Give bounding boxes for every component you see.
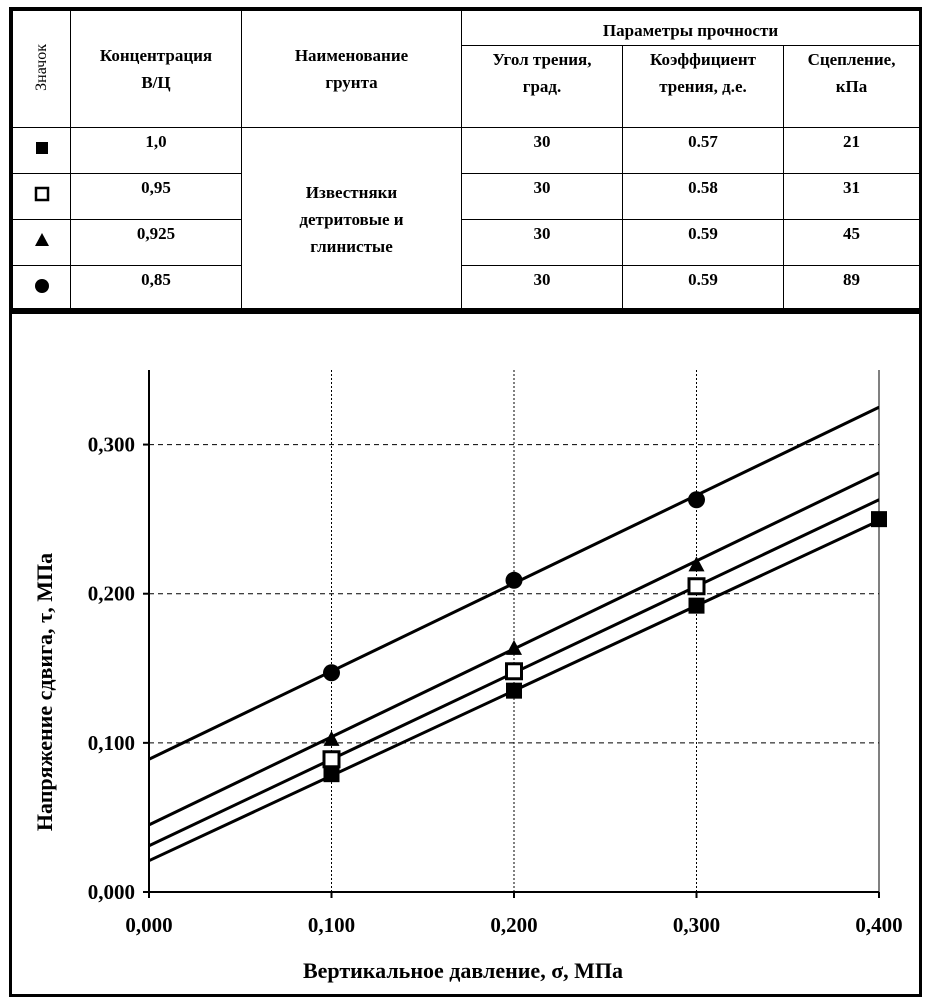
shear-stress-chart	[12, 314, 919, 994]
x-axis-label: Вертикальное давление, σ, МПа	[302, 958, 624, 983]
strength-parameters-table-frame	[9, 7, 922, 311]
axes	[143, 370, 879, 898]
header-strength-params: Параметры прочности	[462, 11, 920, 46]
filled-circle-point	[688, 491, 705, 508]
table-row	[13, 128, 920, 174]
y-axis-label: Напряжение сдвига, τ, МПа	[32, 552, 57, 832]
coef-cell: 0.58	[623, 174, 784, 220]
angle-cell: 30	[462, 266, 623, 312]
angle-cell: 30	[462, 220, 623, 266]
tick-labels	[88, 433, 903, 937]
soil-name-cell: Известняки детритовые и глинистые	[242, 128, 462, 312]
strength-parameters-table	[12, 10, 920, 312]
marker-cell	[13, 128, 71, 174]
table-row	[13, 174, 920, 220]
filled-triangle-icon	[34, 232, 50, 248]
concentration-cell: 1,0	[71, 128, 242, 174]
table-row	[13, 266, 920, 312]
filled-square-point	[506, 683, 522, 699]
open-square-point	[689, 579, 704, 594]
marker-cell	[13, 266, 71, 312]
concentration-cell: 0,925	[71, 220, 242, 266]
cohesion-cell: 45	[784, 220, 920, 266]
y-tick-label: 0,200	[87, 581, 135, 606]
coef-cell: 0.59	[623, 220, 784, 266]
grid-lines	[149, 370, 879, 892]
filled-square-point	[689, 598, 705, 614]
angle-cell: 30	[462, 128, 623, 174]
x-tick-label: 0,200	[490, 913, 538, 937]
table-row	[13, 220, 920, 266]
y-tick-label: 0,000	[87, 880, 135, 904]
chart-frame	[9, 311, 922, 997]
x-tick-label: 0,100	[307, 913, 356, 937]
cohesion-cell: 89	[784, 266, 920, 312]
header-soil-name: Наименование грунта	[242, 11, 462, 128]
filled-square-point	[324, 766, 340, 782]
header-concentration: Концентрация В/Ц	[71, 11, 242, 128]
marker-cell	[13, 220, 71, 266]
open-square-point	[324, 752, 339, 767]
cohesion-cell: 31	[784, 174, 920, 220]
x-tick-label: 0,300	[672, 913, 721, 937]
marker-cell	[13, 174, 71, 220]
header-friction-angle: Угол трения, град.	[462, 46, 623, 128]
cohesion-cell: 21	[784, 128, 920, 174]
filled-circle-icon	[34, 278, 50, 294]
header-friction-coef: Коэффициент трения, д.е.	[623, 46, 784, 128]
concentration-cell: 0,85	[71, 266, 242, 312]
filled-circle-point	[323, 664, 340, 681]
open-square-icon	[34, 186, 50, 202]
x-tick-label: 0,400	[855, 913, 903, 937]
filled-circle-point	[506, 572, 523, 589]
open-square-point	[507, 664, 522, 679]
filled-square-icon	[34, 140, 50, 156]
concentration-cell: 0,95	[71, 174, 242, 220]
header-symbol: Значок	[13, 11, 71, 128]
y-tick-label: 0,100	[87, 730, 135, 755]
angle-cell: 30	[462, 174, 623, 220]
coef-cell: 0.57	[623, 128, 784, 174]
coef-cell: 0.59	[623, 266, 784, 312]
y-tick-label: 0,300	[87, 432, 135, 457]
header-cohesion: Сцепление, кПа	[784, 46, 920, 128]
filled-square-point	[871, 511, 887, 527]
x-tick-label: 0,000	[125, 913, 173, 937]
